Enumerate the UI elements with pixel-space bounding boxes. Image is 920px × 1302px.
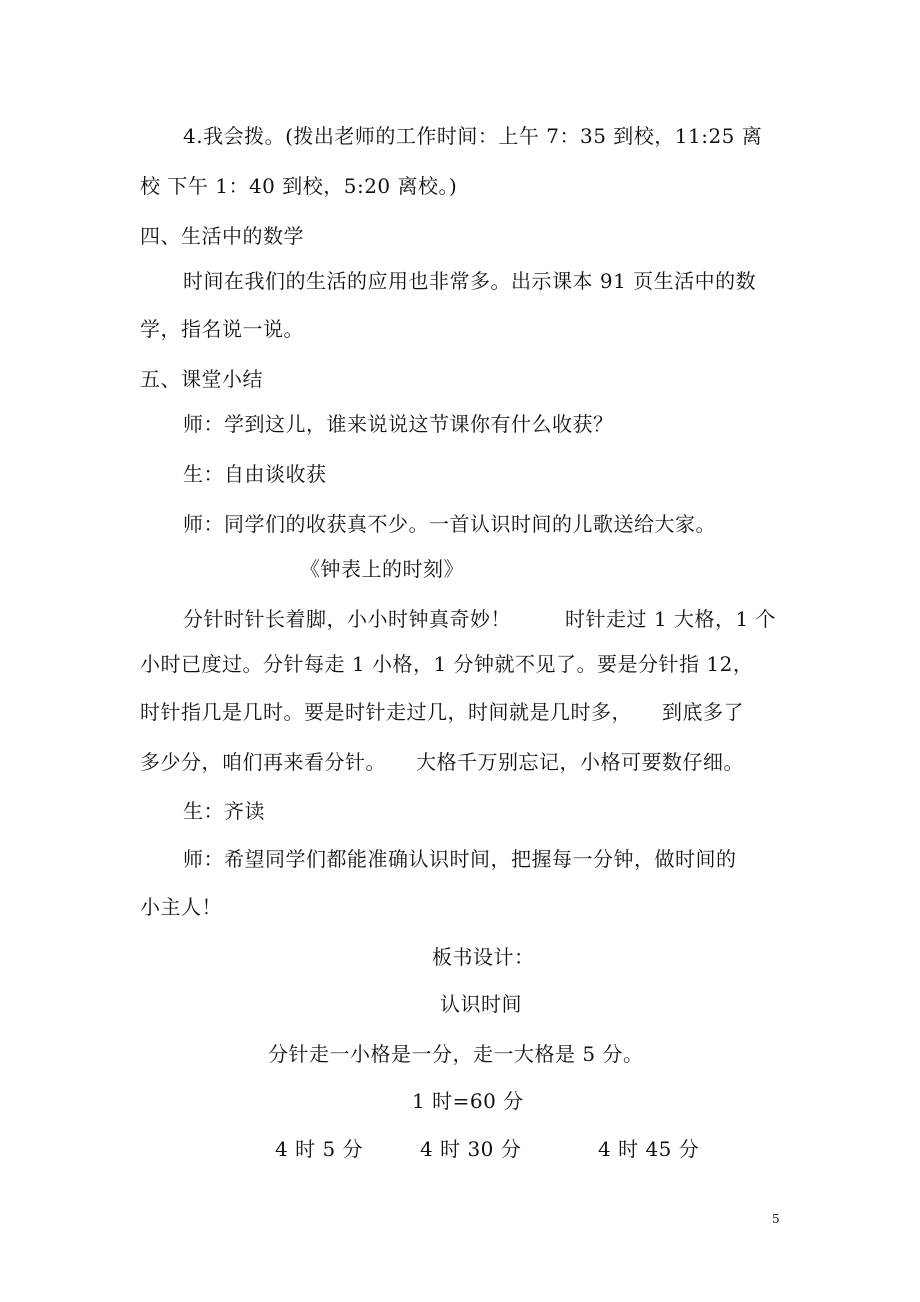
- poem-line-4-part-a: 多少分，咱们再来看分针。: [140, 750, 386, 774]
- item-4-line-2: 校 下午 1：40 到校，5:20 离校。): [140, 174, 458, 198]
- item-4-line-1: 4.我会拨。(拨出老师的工作时间：上午 7：35 到校，11:25 离: [183, 124, 763, 148]
- poem-line-4-part-b: 大格千万别忘记，小格可要数仔细。: [416, 750, 744, 774]
- teacher-line-1: 师：学到这儿，谁来说说这节课你有什么收获？: [183, 412, 614, 436]
- student-line-2: 生：齐读: [183, 799, 265, 823]
- student-line-1: 生：自由谈收获: [183, 462, 327, 486]
- poem-line-1: [183, 605, 776, 633]
- paragraph-life-math-line-1: 时间在我们的生活的应用也非常多。出示课本 91 页生活中的数: [183, 269, 757, 293]
- poem-line-4: [140, 748, 744, 776]
- poem-line-3-part-a: 时针指几是几时。要是时针走过几，时间就是几时多，: [140, 700, 632, 724]
- page-number: 5: [772, 1212, 780, 1226]
- section-5-heading: 五、课堂小结: [140, 367, 263, 391]
- section-4-heading: 四、生活中的数学: [140, 224, 304, 248]
- poem-title: 《钟表上的时刻》: [300, 557, 464, 581]
- poem-line-1-part-b: 时针走过 1 大格，1 个: [565, 607, 777, 631]
- board-title: 认识时间: [440, 992, 522, 1016]
- board-heading: 板书设计：: [432, 945, 535, 969]
- poem-line-3: [140, 698, 744, 726]
- paragraph-life-math-line-2: 学，指名说一说。: [140, 317, 304, 341]
- poem-line-2: 小时已度过。分针每走 1 小格，1 分钟就不见了。要是分针指 12，: [140, 652, 754, 676]
- board-rule-1: 分针走一小格是一分，走一大格是 5 分。: [268, 1042, 644, 1066]
- poem-line-1-part-a: 分针时针长着脚，小小时钟真奇妙！: [183, 607, 511, 631]
- board-example-2: 4 时 30 分: [420, 1137, 522, 1161]
- poem-line-3-part-b: 到底多了: [662, 700, 744, 724]
- teacher-line-3: 师：希望同学们都能准确认识时间，把握每一分钟，做时间的: [183, 847, 737, 871]
- board-example-3: 4 时 45 分: [598, 1137, 700, 1161]
- teacher-line-3-cont: 小主人！: [140, 895, 222, 919]
- board-example-1: 4 时 5 分: [275, 1137, 364, 1161]
- board-rule-2: 1 时=60 分: [412, 1089, 524, 1113]
- teacher-line-2: 师：同学们的收获真不少。一首认识时间的儿歌送给大家。: [183, 512, 716, 536]
